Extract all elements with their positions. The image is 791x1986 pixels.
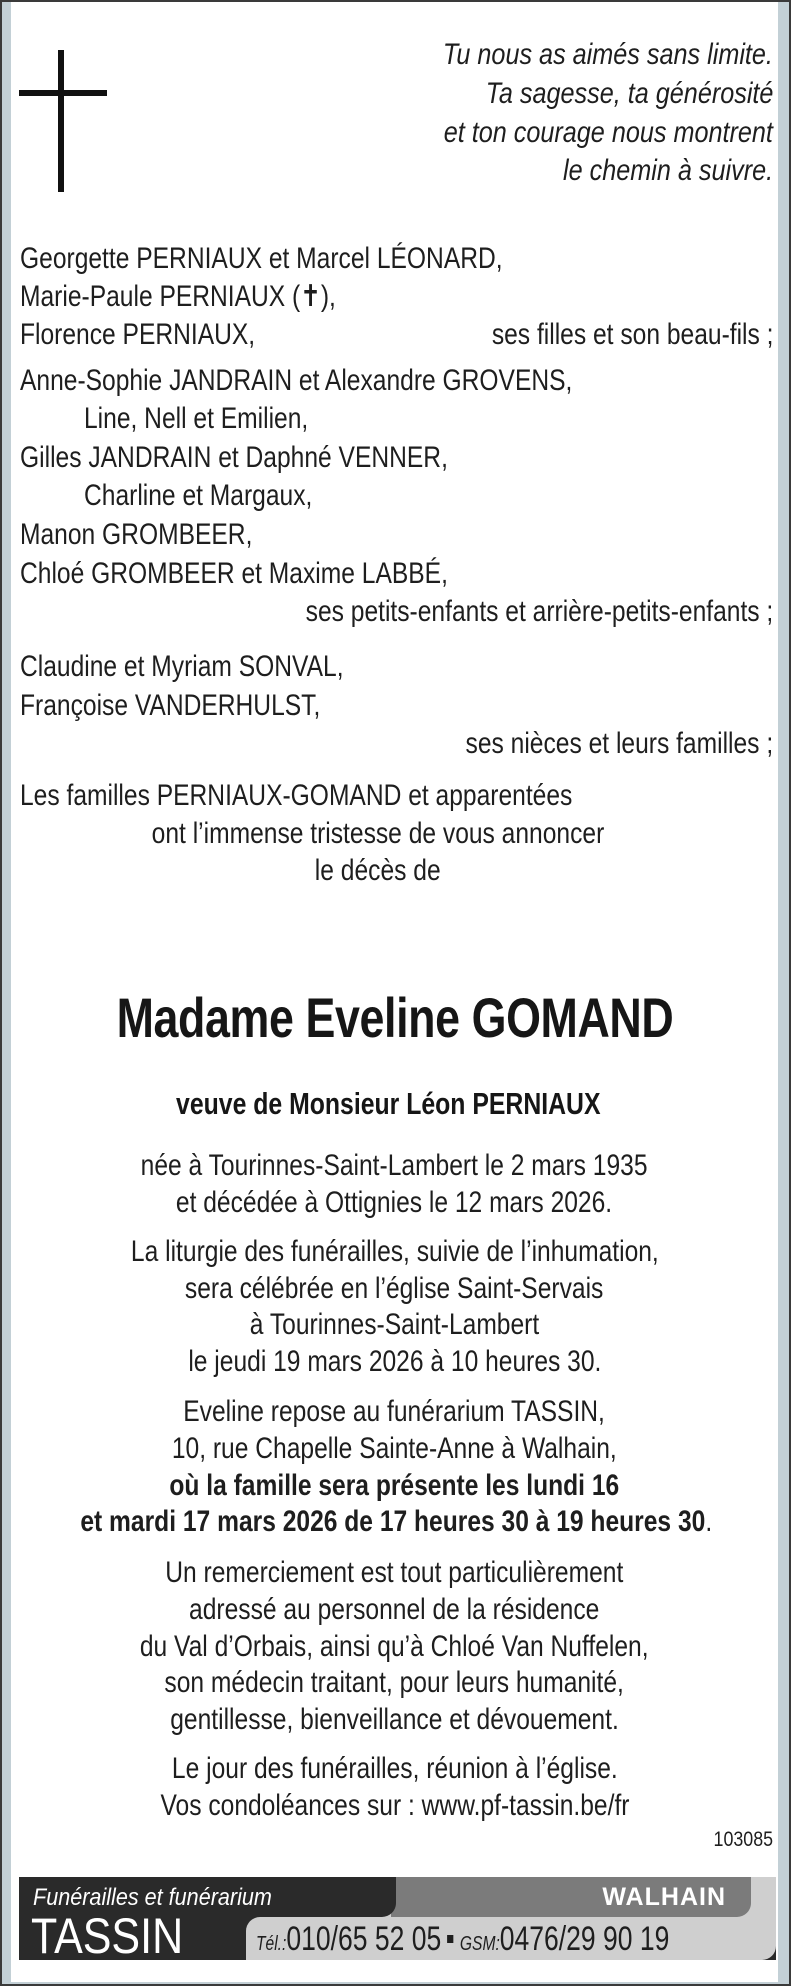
cross-horizontal-bar <box>19 90 107 96</box>
thanks-line: Un remerciement est tout particulièrement <box>165 1556 624 1589</box>
family-name-line: Claudine et Myriam SONVAL, <box>20 650 344 683</box>
funeral-home-tagline: Funérailles et funérarium <box>33 1884 272 1911</box>
funeral-home-city: WALHAIN <box>602 1883 726 1911</box>
quote-line: Tu nous as aimés sans limite. <box>442 38 773 71</box>
family-name-line: Anne-Sophie JANDRAIN et Alexandre GROVENS, <box>20 364 573 397</box>
family-relation: ses petits-enfants et arrière-petits-enfants ; <box>305 595 773 628</box>
contact-phones <box>256 1922 786 1956</box>
visitation-line: 10, rue Chapelle Sainte-Anne à Walhain, <box>172 1432 617 1465</box>
condolences-link[interactable]: Vos condoléances sur : www.pf-tassin.be/fr <box>159 1789 629 1822</box>
quote-line: Ta sagesse, ta générosité <box>485 77 773 110</box>
family-name-line: Françoise VANDERHULST, <box>20 689 321 722</box>
gsm-label: GSM: <box>459 1933 500 1955</box>
funeral-home-name: TASSIN <box>31 1908 184 1964</box>
deceased-name: Madame Eveline GOMAND <box>116 986 673 1049</box>
announcement-line: le décès de <box>314 854 441 887</box>
tel-label: Tél.: <box>256 1933 287 1955</box>
family-relation: ses filles et son beau-fils ; <box>491 318 773 351</box>
ceremony-line: sera célébrée en l’église Saint-Servais <box>185 1272 604 1305</box>
announcement-line: Les familles PERNIAUX-GOMAND et apparentées <box>20 779 573 812</box>
visitation-times: où la famille sera présente les lundi 16 <box>169 1469 620 1502</box>
thanks-line: son médecin traitant, pour leurs humanité, <box>164 1666 625 1699</box>
thanks-line: gentillesse, bienveillance et dévouement. <box>170 1703 619 1736</box>
family-name-line: Florence PERNIAUX, <box>20 318 256 351</box>
period: . <box>705 1505 713 1538</box>
visitation-line: Eveline repose au funérarium TASSIN, <box>183 1395 606 1428</box>
family-relation: ses nièces et leurs familles ; <box>465 727 773 760</box>
family-name-line: Chloé GROMBEER et Maxime LABBÉ, <box>20 557 448 590</box>
quote-line: et ton courage nous montrent <box>443 116 773 149</box>
gathering-line: Le jour des funérailles, réunion à l’église. <box>171 1752 618 1785</box>
death-line: et décédée à Ottignies le 12 mars 2026. <box>176 1186 613 1219</box>
thanks-line: du Val d’Orbais, ainsi qu’à Chloé Van Nuffelen, <box>140 1630 649 1663</box>
visitation-times-bold: et mardi 17 mars 2026 de 17 heures 30 à 19 heures 30 <box>80 1505 706 1538</box>
tel-number[interactable]: 010/65 52 05 <box>286 1920 442 1958</box>
separator-square-icon <box>447 1935 453 1943</box>
ceremony-line: à Tourinnes-Saint-Lambert <box>249 1308 540 1341</box>
gsm-number[interactable]: 0476/29 90 19 <box>499 1920 670 1958</box>
ceremony-line: La liturgie des funérailles, suivie de l’inhumation, <box>130 1235 659 1268</box>
funeral-home-banner <box>19 1877 776 1964</box>
family-name-line: Charline et Margaux, <box>84 479 313 512</box>
ceremony-line: le jeudi 19 mars 2026 à 10 heures 30. <box>187 1345 601 1378</box>
family-name-line: Marie-Paule PERNIAUX (✝), <box>20 280 336 313</box>
quote-line: le chemin à suivre. <box>562 154 773 187</box>
reference-number: 103085 <box>713 1828 773 1851</box>
family-name-line: Line, Nell et Emilien, <box>84 402 309 435</box>
family-name-line: Gilles JANDRAIN et Daphné VENNER, <box>20 441 448 474</box>
family-name-line: Manon GROMBEER, <box>20 518 253 551</box>
deceased-subtitle: veuve de Monsieur Léon PERNIAUX <box>176 1086 601 1121</box>
family-name-line: Georgette PERNIAUX et Marcel LÉONARD, <box>20 242 503 275</box>
birth-line: née à Tourinnes-Saint-Lambert le 2 mars 1935 <box>141 1149 648 1182</box>
thanks-line: adressé au personnel de la résidence <box>189 1593 600 1626</box>
announcement-line: ont l’immense tristesse de vous annoncer <box>151 817 604 850</box>
visitation-times <box>11 1507 778 1537</box>
cross-vertical-bar <box>58 50 64 192</box>
